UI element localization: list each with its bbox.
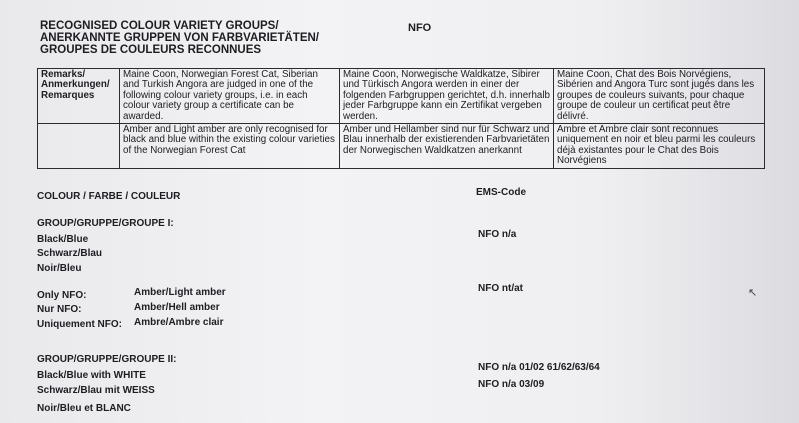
colour-column-header: COLOUR / FARBE / COULEUR [37,191,181,202]
remarks-cell-fr: Maine Coon, Chat des Bois Norvégiens, Sibérien and Angora Turc sont jugés dans les groupes de couleurs suivants, pour chaque groupe de couleur un certificat peut être délivré. [554,69,765,124]
header-line-1: RECOGNISED COLOUR VARIETY GROUPS/ [40,20,279,32]
ems-column-header: EMS-Code [476,187,526,198]
only-nfo-label-en: Only NFO: [37,290,87,301]
group-1-colour-fr: Noir/Bleu [37,263,82,274]
remarks-label-de: Anmerkungen/ [41,79,110,91]
remarks-label [38,69,120,124]
group-2-colour-de: Schwarz/Blau mit WEISS [37,385,155,396]
remarks-cell-en: Maine Coon, Norwegian Forest Cat, Siberian and Turkish Angora are judged in one of the following colour variety groups, i.e. in each colour variety group a certificate can be awarded. [120,69,340,124]
only-nfo-value-en: Amber/Light amber [134,287,226,298]
group-1-title: GROUP/GRUPPE/GROUPE I: [37,218,174,229]
group-1-colour-de: Schwarz/Blau [37,248,103,259]
remarks-cell-fr-2: Ambre et Ambre clair sont reconnues uniquement en noir et bleu parmi les couleurs déjà existantes pour le Chat des Bois Norvégiens [554,124,765,169]
remarks-label-en: Remarks/ [41,69,86,80]
only-nfo-value-fr: Ambre/Ambre clair [134,317,224,328]
remarks-cell-de-2: Amber und Hellamber sind nur für Schwarz und Blau innerhalb der existierenden Farbvarietäten der Norwegischen Waldkatzen anerkannt [340,124,554,169]
breed-code: NFO [408,22,432,34]
remarks-row-1 [38,69,765,124]
remarks-row-2 [38,124,765,169]
remarks-table [37,68,765,169]
group-2-colour-en: Black/Blue with WHITE [37,370,146,381]
header-line-2: ANERKANNTE GRUPPEN VON FARBVARIETÄTEN/ [40,32,319,44]
only-nfo-value-de: Amber/Hell amber [134,302,220,313]
only-nfo-label-de: Nur NFO: [37,304,82,315]
group-2-ems-code-2: NFO n/a 03/09 [478,379,545,390]
group-2-ems-code-1: NFO n/a 01/02 61/62/63/64 [478,362,600,373]
remarks-label-empty [38,124,120,169]
header-line-3: GROUPES DE COULEURS RECONNUES [40,44,262,56]
group-2-colour-fr: Noir/Bleu et BLANC [37,403,131,414]
group-1-colour-en: Black/Blue [37,234,89,245]
remarks-cell-en-2: Amber and Light amber are only recognised for black and blue within the existing colour varieties of the Norwegian Forest Cat [120,124,340,169]
group-1-ems-code: NFO n/a [478,229,517,240]
group-2-title: GROUP/GRUPPE/GROUPE II: [37,354,177,365]
only-nfo-label-fr: Uniquement NFO: [37,319,122,330]
mouse-cursor-icon: ↖ [748,287,758,299]
document-header [40,20,319,56]
remarks-cell-de: Maine Coon, Norwegische Waldkatze, Sibirer und Türkisch Angora werden in einer der folgenden Farbgruppen gerichtet, d.h. innerhalb jeder Farbgruppe kann ein Zertifikat vergeben werden. [340,69,554,124]
remarks-label-fr: Remarques [41,89,95,101]
only-nfo-ems-code: NFO nt/at [478,283,523,294]
